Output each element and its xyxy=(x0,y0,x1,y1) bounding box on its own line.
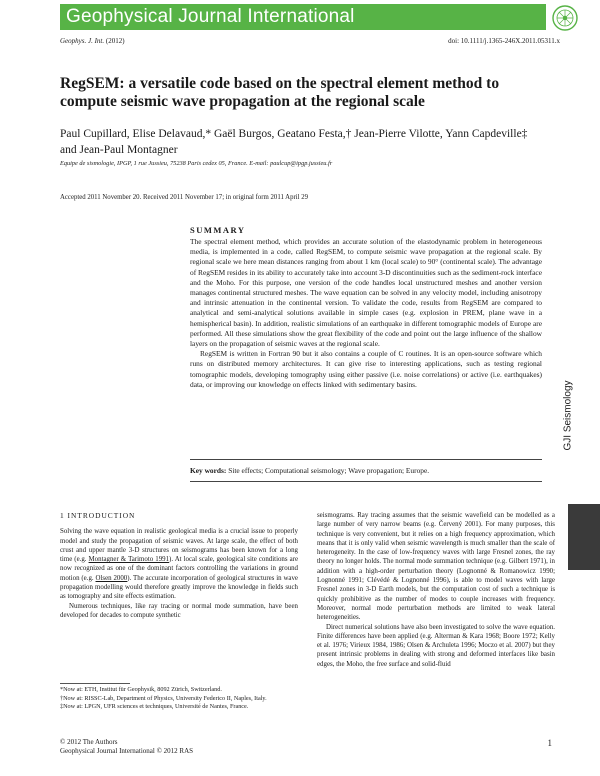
body-column-left xyxy=(60,511,298,620)
journal-title: Geophysical Journal International xyxy=(66,6,355,27)
article-title: RegSEM: a versatile code based on the spectral element method to compute seismic wave propagation at the regional scale xyxy=(60,75,500,110)
article-dates: Accepted 2011 November 20. Received 2011 November 17; in original form 2011 April 29 xyxy=(60,194,309,201)
journal-abbrev: Geophys. J. Int. xyxy=(60,37,105,45)
running-header-left xyxy=(60,37,125,45)
divider xyxy=(190,459,542,460)
citation-link[interactable]: Olsen 2000 xyxy=(95,574,128,582)
journal-logo-icon xyxy=(548,3,582,33)
copyright-line: Geophysical Journal International © 2012 RAS xyxy=(60,747,194,755)
abstract-paragraph: RegSEM is written in Fortran 90 but it also contains a couple of C routines. It is an open-source software which runs on distributed memory architectures. It can give rise to interesting applications, such as testing regional tomographic models, developing tomography using either passive (i.e. noise correlations) or active (i.e. earthquakes) data, or improving our knowledge on effects linked with sedimentary basins. xyxy=(190,349,542,389)
footnotes xyxy=(60,686,300,712)
section-sidebar-label xyxy=(556,330,580,500)
summary-heading: SUMMARY xyxy=(190,225,246,235)
doi[interactable]: doi: 10.1111/j.1365-246X.2011.05311.x xyxy=(448,37,560,45)
header-year: (2012) xyxy=(105,37,125,45)
footnote: ‡Now at: LPGN, UFR sciences et techniques, Université de Nantes, France. xyxy=(60,703,249,711)
body-paragraph: seismograms. Ray tracing assumes that the seismic wavefield can be modelled as a large number of very narrow beams (e.g. Červený 2001). For many purposes, this technique is very convenient, but it relies on a high frequency approximation, which means that it is only valid when seismic wavelength is much smaller than the scale of heterogeneity. In the case of low-frequency waves with large Fresnel zones, the ray theory no longer holds. The normal mode summation technique (e.g. Gilbert 1971), in addition with a high-order perturbation theory (Lognonné & Romanowicz 1990; Lognonné 1991; Clévédé & Lognonné 1996), is able to model waves with large Fresnel zones in 3-D Earth models, but the computation cost of such a technique is quickly prohibitive as the number of modes to couple increases with frequency. Moreover, normal mode perturbation methods are limited to weak lateral heterogeneities. xyxy=(317,512,555,622)
author-list: Paul Cupillard, Elise Delavaud,* Gaël Burgos, Geatano Festa,† Jean-Pierre Vilotte, Yann Capdeville‡ and Jean-Paul Montagner xyxy=(60,128,528,156)
divider xyxy=(190,481,542,482)
abstract-paragraph: The spectral element method, which provides an accurate solution of the elastodynamic problem in heterogeneous media, is implemented in a code, called RegSEM, to compute seismic wave propagation at the regional scale. By regional scale we here mean distances ranging from about 1 km (local scale) to 90° (continental scale). The advantage of RegSEM resides in its ability to accurately take into account 3-D discontinuities such as the sediment-rock interface and the Moho. For this purpose, one version of the code handles local unstructured meshes and another version manages continental structured meshes. The wave equation can be solved in any velocity model, including anisotropy and intrinsic attenuation in the continental version. To validate the code, results from RegSEM are compared to analytical and semi-analytical solutions available in simple cases (e.g. explosion in PREM, plane wave in a hemispherical basin). In addition, realistic simulations of an earthquake in different tomographic models of Europe are performed. All these simulations show the great flexibility of the code and point out the large influence of the shallow layers on the propagation of seismic waves at the regional scale. xyxy=(190,237,542,349)
citation-link[interactable]: Montagner & Tarimoto 1991 xyxy=(88,556,170,564)
footnote-divider xyxy=(60,683,130,684)
copyright xyxy=(60,738,193,756)
footnote: *Now at: ETH, Institut für Geophysik, 8092 Zürich, Switzerland. xyxy=(60,686,222,693)
body-paragraph: Direct numerical solutions have also been investigated to solve the wave equation. Finite differences have been applied (e.g. Alterman & Kara 1968; Boore 1972; Kelly et al. 1976; Virieux 1984, 1986; Olsen & Archuleta 1996; Moczo et al. 2007) but they present intrinsic problems in dealing with strong and deformed interfaces like basin edges, the Moho, the free surface and solid-fluid xyxy=(317,623,555,668)
section-tab-marker xyxy=(568,504,600,570)
keywords xyxy=(190,466,542,476)
body-paragraph: Solving the wave equation in realistic geological media is a crucial issue to properly model and study the propagation of seismic waves. At large scale, the effect of both crust and upper mantle 3-D structures on seismograms has been known for a long time (e.g. Montagner & Tarimoto 1991). At local scale, geological site conditions are now recognized as one of the dominant factors controlling the variations in ground motion (e.g. Olsen 2000). The accurate incorporation of geological structures in wave propagation modelling would therefore greatly improve the knowledge in fields such as tomography and site effects estimation. xyxy=(60,528,298,601)
footnote: †Now at: RISSC-Lab, Department of Physics, University Federico II, Naples, Italy. xyxy=(60,694,267,702)
body-paragraph: Numerous techniques, like ray tracing or normal mode summation, have been developed for decades to compute synthetic xyxy=(60,602,298,619)
page-number: 1 xyxy=(547,738,552,748)
section-heading: 1 INTRODUCTION xyxy=(60,511,136,520)
keywords-list: Site effects; Computational seismology; Wave propagation; Europe. xyxy=(228,466,430,475)
journal-banner xyxy=(60,4,546,30)
affiliation: Equipe de sismologie, IPGP, 1 rue Jussieu, 75238 Paris cedex 05, France. E-mail: paulcup@ipgp.jussieu.fr xyxy=(60,160,333,167)
copyright-line: © 2012 The Authors xyxy=(60,738,118,746)
abstract xyxy=(190,237,542,390)
keywords-label: Key words: xyxy=(190,466,227,475)
body-column-right xyxy=(317,511,555,669)
sidebar-label-text: GJI Seismology xyxy=(562,379,574,451)
